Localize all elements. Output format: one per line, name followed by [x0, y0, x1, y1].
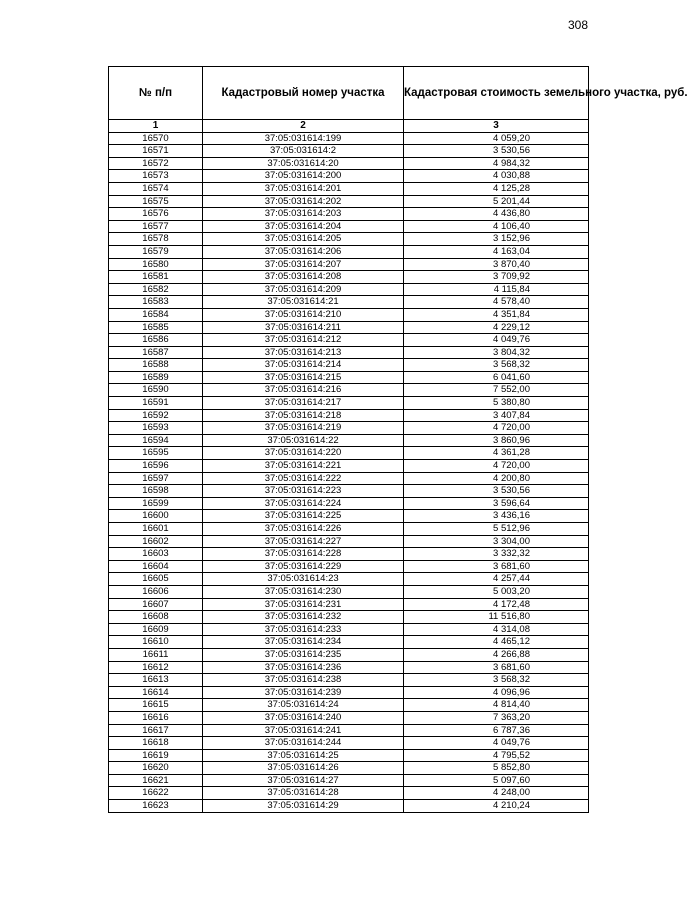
- row-number-cell: 16613: [109, 674, 203, 687]
- table-row: [109, 422, 589, 435]
- row-number-cell: 16602: [109, 535, 203, 548]
- row-number-cell: 16614: [109, 686, 203, 699]
- cadastral-value-cell: 4 106,40: [404, 220, 589, 233]
- row-number-cell: 16578: [109, 233, 203, 246]
- cadastral-number-cell: 37:05:031614:2: [203, 145, 404, 158]
- row-number-cell: 16589: [109, 371, 203, 384]
- table-row: [109, 182, 589, 195]
- table-row: [109, 359, 589, 372]
- cadastral-number-cell: 37:05:031614:225: [203, 510, 404, 523]
- table-row: [109, 585, 589, 598]
- row-number-cell: 16585: [109, 321, 203, 334]
- row-number-cell: 16591: [109, 397, 203, 410]
- cadastral-value-cell: 6 787,36: [404, 724, 589, 737]
- table-row: [109, 510, 589, 523]
- cadastral-number-cell: 37:05:031614:20: [203, 157, 404, 170]
- table-row: [109, 397, 589, 410]
- cadastral-value-cell: 4 351,84: [404, 308, 589, 321]
- column-number-row: [109, 120, 589, 133]
- cadastral-value-cell: 4 795,52: [404, 749, 589, 762]
- cadastral-number-cell: 37:05:031614:224: [203, 497, 404, 510]
- cadastral-number-cell: 37:05:031614:216: [203, 384, 404, 397]
- cadastral-number-cell: 37:05:031614:205: [203, 233, 404, 246]
- cadastral-number-cell: 37:05:031614:206: [203, 245, 404, 258]
- cadastral-value-cell: 4 248,00: [404, 787, 589, 800]
- row-number-cell: 16604: [109, 560, 203, 573]
- cadastral-value-cell: 5 003,20: [404, 585, 589, 598]
- table-row: [109, 535, 589, 548]
- table-row: [109, 711, 589, 724]
- header-row-number: № п/п: [109, 67, 203, 120]
- cadastral-number-cell: 37:05:031614:214: [203, 359, 404, 372]
- cadastral-value-cell: 4 465,12: [404, 636, 589, 649]
- cadastral-value-cell: 5 201,44: [404, 195, 589, 208]
- table-header-row: [109, 67, 589, 120]
- cadastral-number-cell: 37:05:031614:217: [203, 397, 404, 410]
- row-number-cell: 16587: [109, 346, 203, 359]
- row-number-cell: 16574: [109, 182, 203, 195]
- table-row: [109, 371, 589, 384]
- table-row: [109, 762, 589, 775]
- cadastral-number-cell: 37:05:031614:228: [203, 548, 404, 561]
- row-number-cell: 16582: [109, 283, 203, 296]
- cadastral-value-cell: 4 030,88: [404, 170, 589, 183]
- row-number-cell: 16595: [109, 447, 203, 460]
- cadastral-value-cell: 7 363,20: [404, 711, 589, 724]
- cadastral-value-cell: 3 596,64: [404, 497, 589, 510]
- cadastral-number-cell: 37:05:031614:236: [203, 661, 404, 674]
- cadastral-value-cell: 3 681,60: [404, 661, 589, 674]
- header-cadastral-value: Кадастровая стоимость земельного участка, руб.: [404, 67, 589, 120]
- cadastral-number-cell: 37:05:031614:24: [203, 699, 404, 712]
- cadastral-value-cell: 4 266,88: [404, 648, 589, 661]
- table-row: [109, 321, 589, 334]
- cadastral-value-cell: 4 210,24: [404, 800, 589, 813]
- cadastral-number-cell: 37:05:031614:218: [203, 409, 404, 422]
- cadastral-value-cell: 4 436,80: [404, 208, 589, 221]
- cadastral-value-cell: 5 097,60: [404, 774, 589, 787]
- table-row: [109, 245, 589, 258]
- row-number-cell: 16599: [109, 497, 203, 510]
- cadastral-value-cell: 4 578,40: [404, 296, 589, 309]
- cadastral-value-cell: 3 407,84: [404, 409, 589, 422]
- table-row: [109, 523, 589, 536]
- cadastral-number-cell: 37:05:031614:203: [203, 208, 404, 221]
- table-row: [109, 145, 589, 158]
- row-number-cell: 16580: [109, 258, 203, 271]
- cadastral-number-cell: 37:05:031614:226: [203, 523, 404, 536]
- cadastral-number-cell: 37:05:031614:209: [203, 283, 404, 296]
- row-number-cell: 16597: [109, 472, 203, 485]
- cadastral-value-cell: 4 314,08: [404, 623, 589, 636]
- cadastral-value-table: [108, 66, 688, 813]
- row-number-cell: 16573: [109, 170, 203, 183]
- row-number-cell: 16577: [109, 220, 203, 233]
- table-row: [109, 548, 589, 561]
- cadastral-value-cell: 4 059,20: [404, 132, 589, 145]
- table-row: [109, 271, 589, 284]
- cadastral-value-cell: 4 125,28: [404, 182, 589, 195]
- row-number-cell: 16576: [109, 208, 203, 221]
- cadastral-value-cell: 3 332,32: [404, 548, 589, 561]
- table-row: [109, 560, 589, 573]
- cadastral-number-cell: 37:05:031614:223: [203, 485, 404, 498]
- cadastral-number-cell: 37:05:031614:221: [203, 460, 404, 473]
- row-number-cell: 16570: [109, 132, 203, 145]
- cadastral-value-cell: 3 530,56: [404, 145, 589, 158]
- page-number: 308: [567, 18, 588, 32]
- table-row: [109, 157, 589, 170]
- table-row: [109, 661, 589, 674]
- table-row: [109, 283, 589, 296]
- cadastral-number-cell: 37:05:031614:213: [203, 346, 404, 359]
- cadastral-number-cell: 37:05:031614:29: [203, 800, 404, 813]
- table-row: [109, 497, 589, 510]
- table-row: [109, 220, 589, 233]
- cadastral-value-cell: 4 257,44: [404, 573, 589, 586]
- row-number-cell: 16581: [109, 271, 203, 284]
- header-cadastral-number: Кадастровый номер участка: [203, 67, 404, 120]
- cadastral-value-cell: 3 530,56: [404, 485, 589, 498]
- cadastral-number-cell: 37:05:031614:207: [203, 258, 404, 271]
- row-number-cell: 16575: [109, 195, 203, 208]
- table-row: [109, 233, 589, 246]
- row-number-cell: 16616: [109, 711, 203, 724]
- cadastral-value-cell: 4 096,96: [404, 686, 589, 699]
- column-number-2: 2: [203, 120, 404, 133]
- cadastral-number-cell: 37:05:031614:231: [203, 598, 404, 611]
- table-row: [109, 346, 589, 359]
- row-number-cell: 16598: [109, 485, 203, 498]
- table-row: [109, 334, 589, 347]
- table-row: [109, 132, 589, 145]
- row-number-cell: 16584: [109, 308, 203, 321]
- cadastral-number-cell: 37:05:031614:208: [203, 271, 404, 284]
- cadastral-number-cell: 37:05:031614:229: [203, 560, 404, 573]
- row-number-cell: 16619: [109, 749, 203, 762]
- row-number-cell: 16608: [109, 611, 203, 624]
- cadastral-value-cell: 4 200,80: [404, 472, 589, 485]
- row-number-cell: 16588: [109, 359, 203, 372]
- table-row: [109, 598, 589, 611]
- table-row: [109, 648, 589, 661]
- cadastral-value-cell: 3 681,60: [404, 560, 589, 573]
- cadastral-value-cell: 3 436,16: [404, 510, 589, 523]
- table-row: [109, 258, 589, 271]
- cadastral-number-cell: 37:05:031614:201: [203, 182, 404, 195]
- table-row: [109, 636, 589, 649]
- row-number-cell: 16621: [109, 774, 203, 787]
- column-number-1: 1: [109, 120, 203, 133]
- row-number-cell: 16623: [109, 800, 203, 813]
- cadastral-number-cell: 37:05:031614:27: [203, 774, 404, 787]
- table-row: [109, 308, 589, 321]
- table-row: [109, 800, 589, 813]
- cadastral-number-cell: 37:05:031614:212: [203, 334, 404, 347]
- cadastral-value-cell: 4 814,40: [404, 699, 589, 712]
- row-number-cell: 16571: [109, 145, 203, 158]
- table-row: [109, 724, 589, 737]
- table-row: [109, 170, 589, 183]
- row-number-cell: 16594: [109, 434, 203, 447]
- cadastral-number-cell: 37:05:031614:215: [203, 371, 404, 384]
- table-row: [109, 737, 589, 750]
- row-number-cell: 16622: [109, 787, 203, 800]
- cadastral-number-cell: 37:05:031614:227: [203, 535, 404, 548]
- cadastral-number-cell: 37:05:031614:233: [203, 623, 404, 636]
- cadastral-number-cell: 37:05:031614:21: [203, 296, 404, 309]
- cadastral-number-cell: 37:05:031614:235: [203, 648, 404, 661]
- table-row: [109, 774, 589, 787]
- cadastral-value-cell: 5 852,80: [404, 762, 589, 775]
- table-row: [109, 434, 589, 447]
- cadastral-number-cell: 37:05:031614:22: [203, 434, 404, 447]
- cadastral-number-cell: 37:05:031614:241: [203, 724, 404, 737]
- row-number-cell: 16611: [109, 648, 203, 661]
- cadastral-number-cell: 37:05:031614:240: [203, 711, 404, 724]
- table-row: [109, 195, 589, 208]
- cadastral-number-cell: 37:05:031614:220: [203, 447, 404, 460]
- cadastral-value-cell: 4 115,84: [404, 283, 589, 296]
- row-number-cell: 16592: [109, 409, 203, 422]
- row-number-cell: 16583: [109, 296, 203, 309]
- table-row: [109, 447, 589, 460]
- cadastral-number-cell: 37:05:031614:204: [203, 220, 404, 233]
- cadastral-value-cell: 4 172,48: [404, 598, 589, 611]
- row-number-cell: 16586: [109, 334, 203, 347]
- cadastral-number-cell: 37:05:031614:26: [203, 762, 404, 775]
- column-number-3: 3: [404, 120, 589, 133]
- table-row: [109, 623, 589, 636]
- row-number-cell: 16615: [109, 699, 203, 712]
- row-number-cell: 16579: [109, 245, 203, 258]
- row-number-cell: 16618: [109, 737, 203, 750]
- row-number-cell: 16612: [109, 661, 203, 674]
- cadastral-value-cell: 3 804,32: [404, 346, 589, 359]
- table-row: [109, 686, 589, 699]
- cadastral-value-cell: 7 552,00: [404, 384, 589, 397]
- table-row: [109, 296, 589, 309]
- row-number-cell: 16590: [109, 384, 203, 397]
- cadastral-number-cell: 37:05:031614:210: [203, 308, 404, 321]
- cadastral-value-cell: 4 163,04: [404, 245, 589, 258]
- cadastral-value-cell: 5 380,80: [404, 397, 589, 410]
- row-number-cell: 16607: [109, 598, 203, 611]
- cadastral-number-cell: 37:05:031614:202: [203, 195, 404, 208]
- row-number-cell: 16605: [109, 573, 203, 586]
- cadastral-value-cell: 3 860,96: [404, 434, 589, 447]
- cadastral-value-cell: 4 720,00: [404, 460, 589, 473]
- table-row: [109, 699, 589, 712]
- cadastral-value-cell: 3 870,40: [404, 258, 589, 271]
- table-row: [109, 749, 589, 762]
- cadastral-number-cell: 37:05:031614:23: [203, 573, 404, 586]
- table-row: [109, 485, 589, 498]
- cadastral-number-cell: 37:05:031614:219: [203, 422, 404, 435]
- cadastral-value-cell: 3 304,00: [404, 535, 589, 548]
- cadastral-number-cell: 37:05:031614:199: [203, 132, 404, 145]
- cadastral-value-cell: 4 049,76: [404, 334, 589, 347]
- table-row: [109, 573, 589, 586]
- table-row: [109, 208, 589, 221]
- cadastral-number-cell: 37:05:031614:25: [203, 749, 404, 762]
- cadastral-value-cell: 6 041,60: [404, 371, 589, 384]
- table-row: [109, 611, 589, 624]
- cadastral-value-cell: 3 152,96: [404, 233, 589, 246]
- row-number-cell: 16610: [109, 636, 203, 649]
- table-row: [109, 384, 589, 397]
- cadastral-number-cell: 37:05:031614:222: [203, 472, 404, 485]
- cadastral-value-cell: 3 568,32: [404, 674, 589, 687]
- table-row: [109, 674, 589, 687]
- row-number-cell: 16617: [109, 724, 203, 737]
- cadastral-number-cell: 37:05:031614:244: [203, 737, 404, 750]
- cadastral-value-cell: 3 709,92: [404, 271, 589, 284]
- table-row: [109, 409, 589, 422]
- cadastral-value-cell: 3 568,32: [404, 359, 589, 372]
- cadastral-number-cell: 37:05:031614:211: [203, 321, 404, 334]
- row-number-cell: 16593: [109, 422, 203, 435]
- cadastral-number-cell: 37:05:031614:232: [203, 611, 404, 624]
- table-row: [109, 787, 589, 800]
- row-number-cell: 16596: [109, 460, 203, 473]
- cadastral-value-cell: 4 049,76: [404, 737, 589, 750]
- row-number-cell: 16609: [109, 623, 203, 636]
- cadastral-number-cell: 37:05:031614:234: [203, 636, 404, 649]
- row-number-cell: 16620: [109, 762, 203, 775]
- table-row: [109, 460, 589, 473]
- row-number-cell: 16603: [109, 548, 203, 561]
- cadastral-number-cell: 37:05:031614:28: [203, 787, 404, 800]
- cadastral-value-cell: 4 229,12: [404, 321, 589, 334]
- cadastral-value-cell: 4 361,28: [404, 447, 589, 460]
- row-number-cell: 16601: [109, 523, 203, 536]
- row-number-cell: 16600: [109, 510, 203, 523]
- cadastral-number-cell: 37:05:031614:238: [203, 674, 404, 687]
- cadastral-value-cell: 11 516,80: [404, 611, 589, 624]
- cadastral-number-cell: 37:05:031614:239: [203, 686, 404, 699]
- cadastral-value-cell: 4 984,32: [404, 157, 589, 170]
- cadastral-number-cell: 37:05:031614:200: [203, 170, 404, 183]
- table-row: [109, 472, 589, 485]
- row-number-cell: 16572: [109, 157, 203, 170]
- cadastral-value-cell: 4 720,00: [404, 422, 589, 435]
- cadastral-number-cell: 37:05:031614:230: [203, 585, 404, 598]
- cadastral-value-cell: 5 512,96: [404, 523, 589, 536]
- row-number-cell: 16606: [109, 585, 203, 598]
